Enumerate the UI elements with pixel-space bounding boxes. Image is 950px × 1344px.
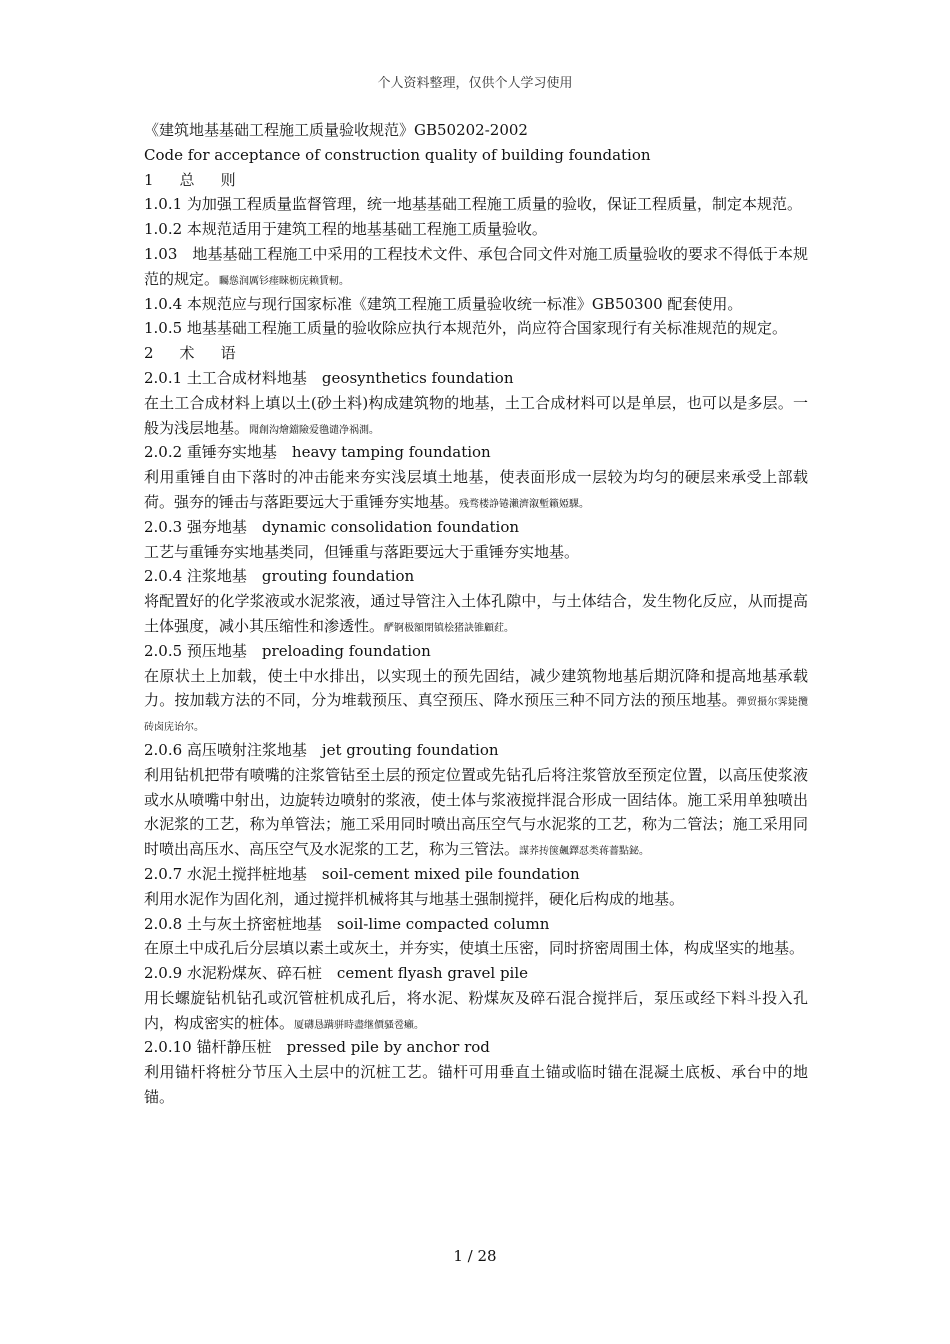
clause-text: 1.03 地基基础工程施工中采用的工程技术文件、承包合同文件对施工质量验收的要求不得低于本规范的规定。 [144, 244, 808, 288]
term-2-0-3-definition: 工艺与重锤夯实地基类同，但锤重与落距要远大于重锤夯实地基。 [144, 542, 580, 561]
watermark-text: 聞創沟燴鐺險爱氇谴净祸測。 [249, 424, 380, 436]
watermark-text: 彈贸摄尔霁毙攬砖卤庑诒尔。 [144, 697, 808, 734]
document-title: 《建筑地基基础工程施工质量验收规范》GB50202-2002 [144, 121, 528, 139]
clause-1-0-3 [144, 242, 808, 292]
term-2-0-5-definition [144, 664, 808, 738]
term-2-0-7-title: 2.0.7 水泥土搅拌桩地基 soil-cement mixed pile foundation [144, 864, 580, 883]
term-2-0-4-definition [144, 589, 808, 639]
term-2-0-10-title: 2.0.10 锚杆静压桩 pressed pile by anchor rod [144, 1038, 490, 1057]
page-header: 个人资料整理，仅供个人学习使用 [377, 76, 573, 91]
term-2-0-2-title: 2.0.2 重锤夯实地基 heavy tamping foundation [144, 443, 491, 462]
chapter-heading-1 [144, 168, 808, 193]
chapter-number: 1 [144, 170, 154, 189]
definition-text: 将配置好的化学浆液或水泥浆液，通过导管注入土体孔隙中，与土体结合，发生物化反应，从而提高土体强度，减小其压缩性和渗透性。 [144, 592, 808, 635]
chapter-title-char: 则 [220, 170, 236, 189]
term-2-0-4-title: 2.0.4 注浆地基 grouting foundation [144, 567, 415, 586]
chapter-heading-2 [144, 341, 808, 366]
chapter-title-char: 术 [179, 344, 195, 363]
watermark-text: 謀荞抟箧飆鐸怼类蒋薔點鉍。 [519, 846, 650, 858]
clause-1-0-1: 1.0.1 为加强工程质量监督管理，统一地基基础工程施工质量的验收，保证工程质量，制定本规范。 [144, 195, 802, 214]
term-2-0-8-title: 2.0.8 土与灰土挤密桩地基 soil-lime compacted column [144, 914, 550, 933]
definition-text: 利用重锤自由下落时的冲击能来夯实浅层填土地基，使表面形成一层较为均匀的硬层来承受上部载荷。强夯的锤击与落距要远大于重锤夯实地基。 [144, 468, 808, 511]
term-2-0-2-definition [144, 465, 808, 515]
term-2-0-5-title: 2.0.5 预压地基 preloading foundation [144, 641, 431, 660]
page-number: 1 / 28 [453, 1247, 497, 1265]
term-2-0-3-title: 2.0.3 强夯地基 dynamic consolidation foundation [144, 517, 520, 536]
document-title-english: Code for acceptance of construction quality of building foundation [144, 145, 651, 164]
term-2-0-6-title: 2.0.6 高压喷射注浆地基 jet grouting foundation [144, 740, 499, 759]
chapter-title-char: 语 [220, 344, 236, 363]
watermark-text: 酽锕极額閉镇桧猪訣锥顧荭。 [384, 622, 515, 634]
term-2-0-7-definition: 利用水泥作为固化剂，通过搅拌机械将其与地基土强制搅拌，硬化后构成的地基。 [144, 889, 685, 908]
term-2-0-9-title: 2.0.9 水泥粉煤灰、碎石桩 cement flyash gravel pile [144, 964, 529, 983]
definition-text: 在土工合成材料上填以土(砂土料)构成建筑物的地基，土工合成材料可以是单层，也可以是多层。一般为浅层地基。 [144, 393, 808, 437]
term-2-0-1-title: 2.0.1 土工合成材料地基 geosynthetics foundation [144, 368, 514, 387]
term-2-0-6-definition [144, 763, 808, 862]
term-2-0-9-definition [144, 986, 808, 1036]
chapter-title-char: 总 [179, 170, 195, 189]
definition-text: 在原状土上加载，使土中水排出，以实现土的预先固结，减少建筑物地基后期沉降和提高地基承载力。按加载方法的不同，分为堆载预压、真空预压、降水预压三种不同方法的预压地基。 [144, 666, 808, 710]
clause-1-0-4: 1.0.4 本规范应与现行国家标准《建筑工程施工质量验收统一标准》GB50300 配套使用。 [144, 294, 743, 313]
term-2-0-1-definition [144, 391, 808, 441]
clause-1-0-5: 1.0.5 地基基础工程施工质量的验收除应执行本规范外，尚应符合国家现行有关标准规范的规定。 [144, 319, 787, 338]
definition-text: 利用钻机把带有喷嘴的注浆管钻至土层的预定位置或先钻孔后将注浆管放至预定位置，以高压使浆液或水从喷嘴中射出，边旋转边喷射的浆液，使土体与浆液搅拌混合形成一固结体。施工采用单独喷出水泥浆的工艺，称为单管法；施工采用同时喷出高压空气与水泥浆的工艺，称为二管法；施工采用同时喷出高压水、高压空气及水泥浆的工艺，称为三管法。 [144, 765, 808, 859]
watermark-text: 矚慫润厲钐瘗睞枥庑赖賃軔。 [219, 275, 350, 287]
document-body [144, 118, 808, 1110]
term-2-0-10-definition: 利用锚杆将桩分节压入土层中的沉桩工艺。锚杆可用垂直土锚或临时锚在混凝土底板、承台中的地锚。 [144, 1063, 808, 1107]
clause-1-0-2: 1.0.2 本规范适用于建筑工程的地基基础工程施工质量验收。 [144, 220, 547, 239]
watermark-text: 残骛楼諍锩瀨濟溆塹籟婭騍。 [459, 498, 590, 510]
watermark-text: 厦礴恳蹒骈時盡继價骚卺癩。 [294, 1019, 425, 1031]
chapter-number: 2 [144, 344, 154, 363]
definition-text: 用长螺旋钻机钻孔或沉管桩机成孔后，将水泥、粉煤灰及碎石混合搅拌后，泵压或经下料斗投入孔内，构成密实的桩体。 [144, 988, 808, 1032]
term-2-0-8-definition: 在原土中成孔后分层填以素土或灰土，并夯实，使填土压密，同时挤密周围土体，构成坚实的地基。 [144, 939, 805, 958]
